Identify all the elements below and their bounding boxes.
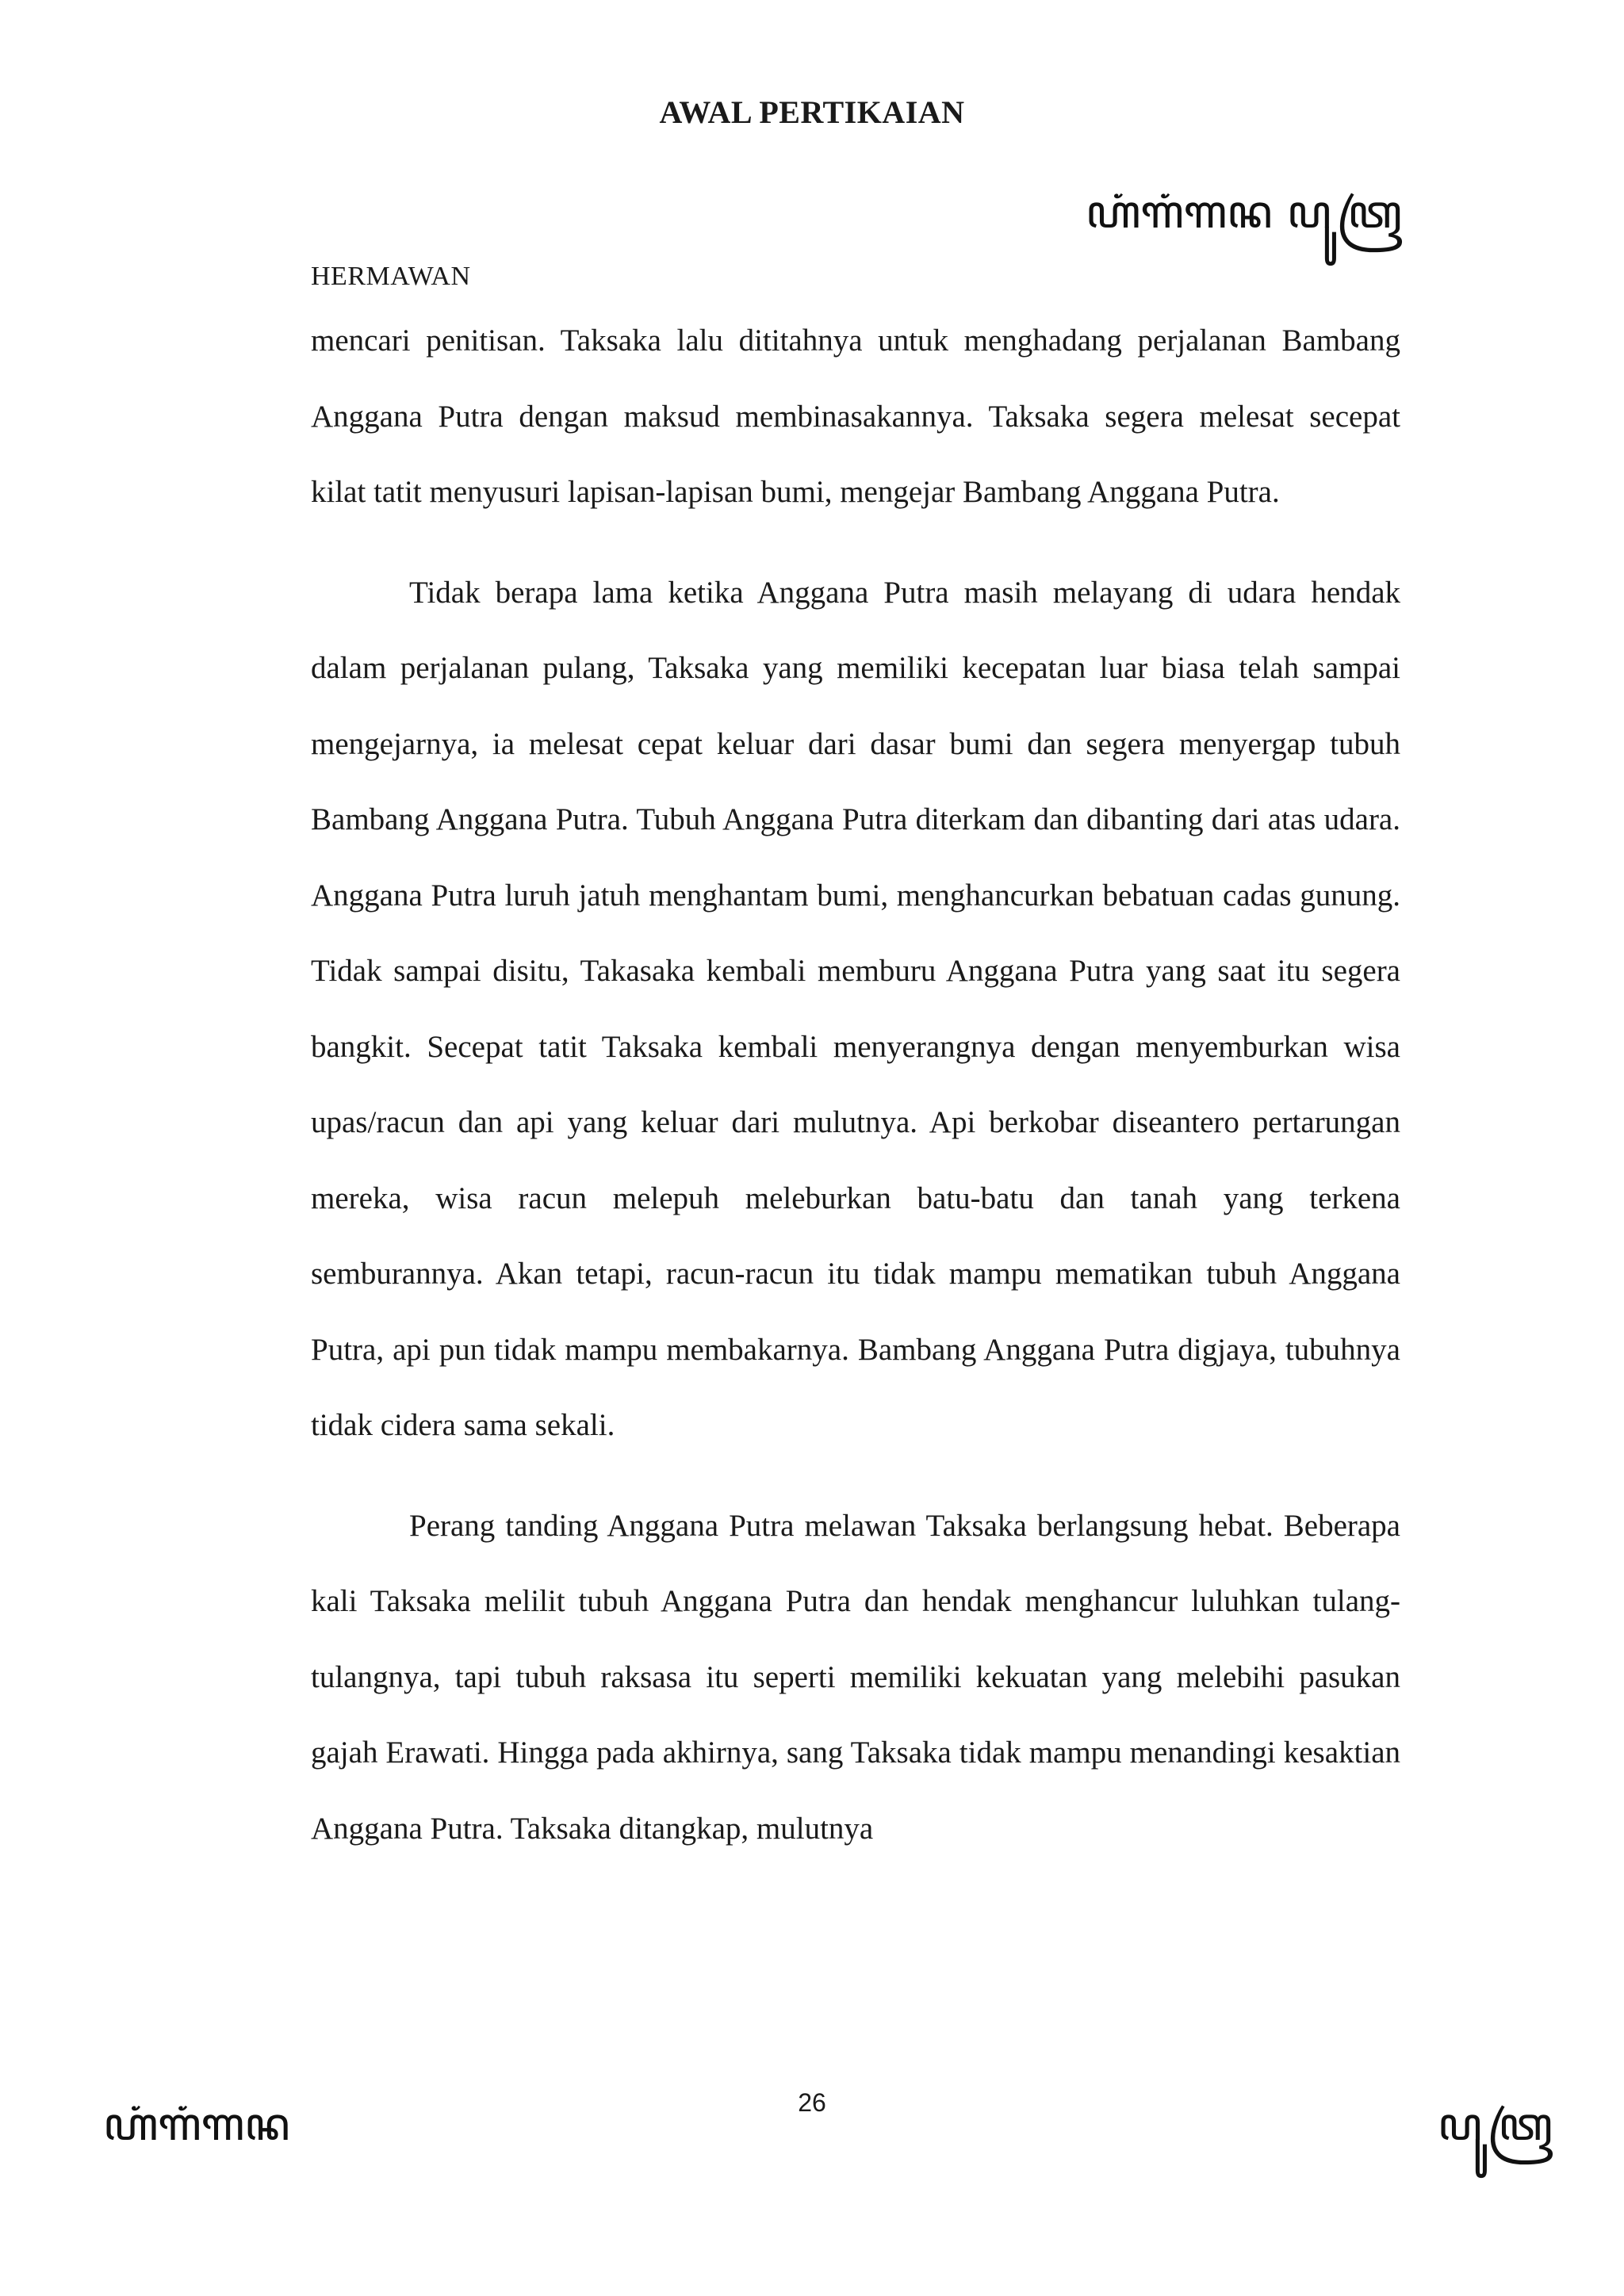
paragraph-2: Tidak berapa lama ketika Anggana Putra masih melayang di udara hendak dalam perjalanan pulang, Taksaka yang memiliki kecepatan luar biasa telah sampai mengejarnya, ia melesat cepat keluar dari dasar bumi dan segera menyergap tubuh Bambang Anggana Putra. Tubuh Anggana Putra diterkam dan dibanting dari atas udara. Anggana Putra luruh jatuh menghantam bumi, menghancurkan bebatuan cadas gunung. Tidak sampai disitu, Takasaka kembali memburu Anggana Putra yang saat itu segera bangkit. Secepat tatit Taksaka kembali menyerangnya dengan menyemburkan wisa upas/racun dan api yang keluar dari mulutnya. Api berkobar diseantero pertarungan mereka, wisa racun melepuh meleburkan batu-batu dan tanah yang terkena semburannya. Akan tetapi, racun-racun itu tidak mampu mematikan tubuh Anggana Putra, api pun tidak mampu membakarnya. Bambang Anggana Putra digjaya, tubuhnya tidak cidera sama sekali. [311,575,1400,1442]
javanese-script-header: ꦲꦁꦒꦁꦒꦤ ꦥꦸꦠꦿ [1086,185,1402,239]
author-name: HERMAWAN [311,262,471,291]
javanese-script-footer-right: ꦥꦸꦠꦿ [1437,2097,1553,2151]
page-title: AWAL PERTIKAIAN [659,94,965,130]
body-text [311,303,1400,1866]
javanese-script-footer-left: ꦲꦁꦒꦁꦒꦤ [103,2097,290,2151]
paragraph-3: Perang tanding Anggana Putra melawan Taksaka berlangsung hebat. Beberapa kali Taksaka melilit tubuh Anggana Putra dan hendak menghancur luluhkan tulang-tulangnya, tapi tubuh raksasa itu seperti memiliki kekuatan yang melebihi pasukan gajah Erawati. Hingga pada akhirnya, sang Taksaka tidak mampu menandingi kesaktian Anggana Putra. Taksaka ditangkap, mulutnya [311,1508,1400,1846]
page-number: 26 [798,2088,826,2117]
paragraph-1: mencari penitisan. Taksaka lalu dititahnya untuk menghadang perjalanan Bambang Anggana Putra dengan maksud membinasakannya. Taksaka segera melesat secepat kilat tatit menyusuri lapisan-lapisan bumi, mengejar Bambang Anggana Putra. [311,323,1400,509]
